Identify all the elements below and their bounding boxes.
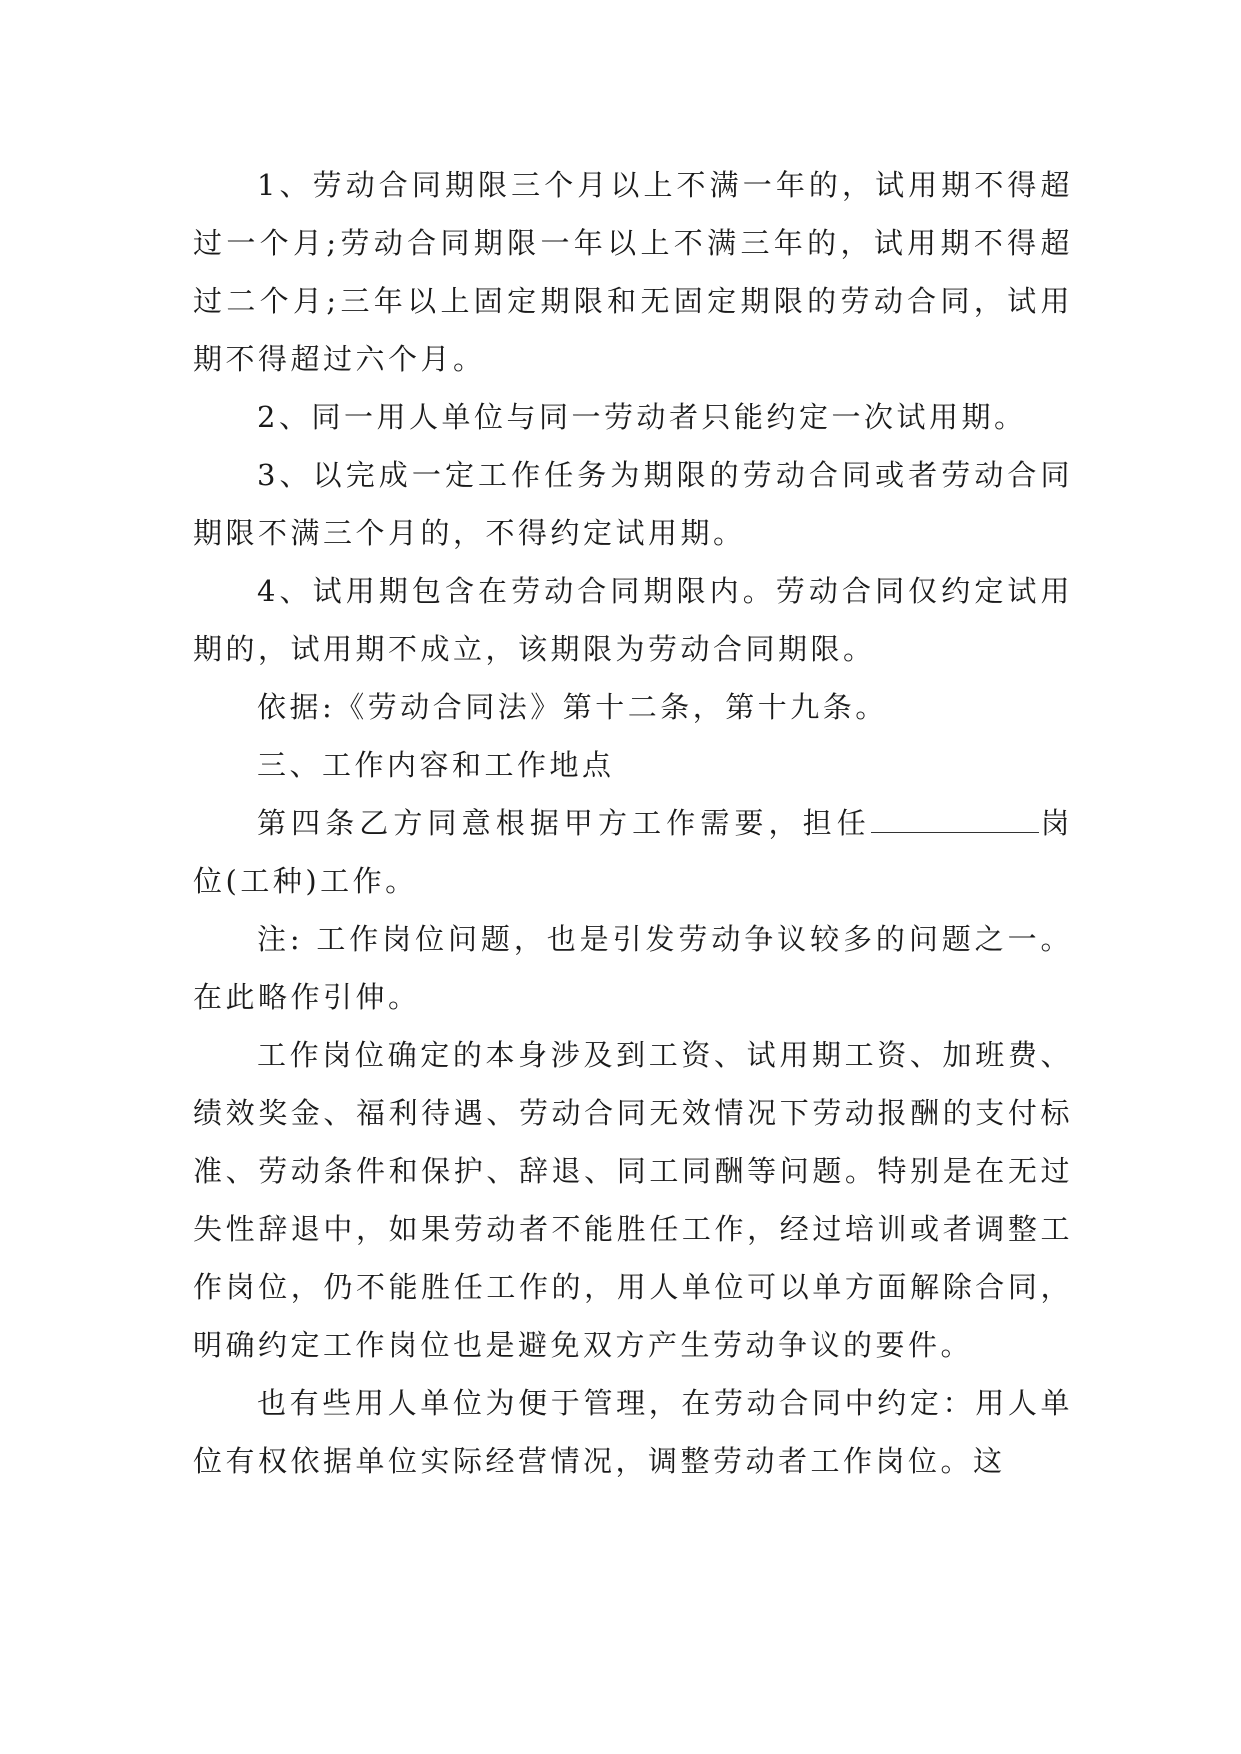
paragraph-single-probation: 2、同一用人单位与同一劳动者只能约定一次试用期。: [257, 400, 1027, 434]
paragraph-no-probation: 3、以完成一定工作任务为期限的劳动合同或者劳动合同期限不满三个月的，不得约定试用期。: [193, 458, 1073, 550]
paragraph-probation-included: 4、试用期包含在劳动合同期限内。劳动合同仅约定试用期的，试用期不成立，该期限为劳动合同期限。: [193, 574, 1073, 666]
clause-four-text-before: 第四条乙方同意根据甲方工作需要，担任: [257, 806, 871, 840]
paragraph-employer-adjustment: 也有些用人单位为便于管理，在劳动合同中约定：用人单位有权依据单位实际经营情况，调整劳动者工作岗位。这: [193, 1386, 1073, 1478]
paragraph-clause-four: [193, 794, 1073, 910]
section-heading-work-content: 三、工作内容和工作地点: [257, 748, 615, 782]
paragraph-note: 注: 工作岗位问题，也是引发劳动争议较多的问题之一。在此略作引伸。: [193, 922, 1073, 1014]
paragraph-probation-duration: 1、劳动合同期限三个月以上不满一年的，试用期不得超过一个月;劳动合同期限一年以上不满三年的，试用期不得超过二个月;三年以上固定期限和无固定期限的劳动合同，试用期不得超过六个月。: [193, 168, 1073, 376]
position-blank-field: [871, 802, 1039, 833]
document-body: [193, 156, 1073, 1490]
clause-four-text-after: 岗位(工种)工作。: [193, 806, 1073, 898]
paragraph-position-importance: 工作岗位确定的本身涉及到工资、试用期工资、加班费、绩效奖金、福利待遇、劳动合同无效情况下劳动报酬的支付标准、劳动条件和保护、辞退、同工同酬等问题。特别是在无过失性辞退中，如果劳动者不能胜任工作，经过培训或者调整工作岗位，仍不能胜任工作的，用人单位可以单方面解除合同，明确约定工作岗位也是避免双方产生劳动争议的要件。: [193, 1038, 1073, 1362]
paragraph-legal-basis: 依据:《劳动合同法》第十二条，第十九条。: [257, 690, 888, 724]
